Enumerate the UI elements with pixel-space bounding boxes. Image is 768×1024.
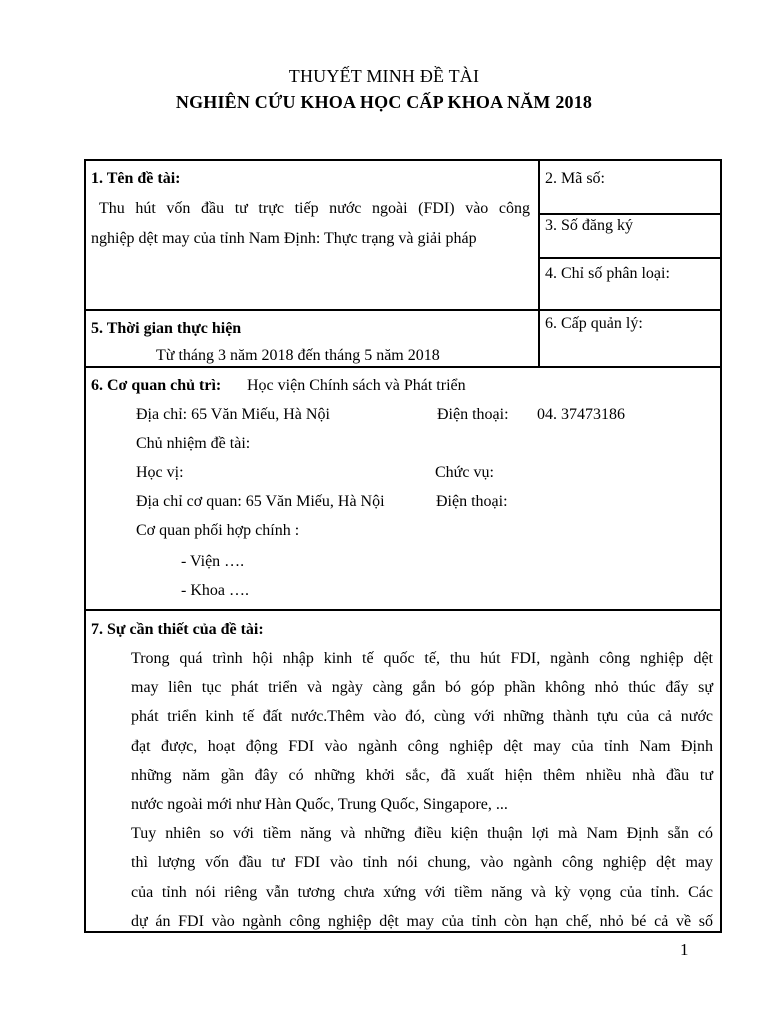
project-leader-label: Chủ nhiệm đề tài:	[136, 435, 251, 452]
section-6-heading: 6. Cơ quan chủ trì:	[91, 377, 222, 394]
academic-degree-label: Học vị:	[136, 464, 184, 481]
partner-faculty: - Khoa ….	[181, 582, 249, 599]
page-number: 1	[680, 940, 689, 959]
rationale-paragraph-2-line: của tỉnh nói riêng vẫn tương chưa xứng với tiềm năng và kỳ vọng của tỉnh. Các	[131, 884, 713, 901]
rationale-paragraph-1-line: những năm gần đây có những khởi sắc, đã xuất hiện thêm nhiều nhà đầu tư	[131, 767, 713, 784]
project-title-line-2: nghiệp dệt may của tỉnh Nam Định: Thực trạng và giải pháp	[91, 230, 477, 247]
rationale-paragraph-2-line: thì lượng vốn đầu tư FDI vào tỉnh nói chung, vào ngành công nghiệp dệt may	[131, 854, 713, 871]
section-7-heading: 7. Sự cần thiết của đề tài:	[91, 621, 264, 638]
table-border-right	[720, 159, 722, 933]
host-phone-label: Điện thoại:	[437, 406, 509, 423]
row-divider-3-4	[538, 257, 722, 259]
row-divider-5-6	[84, 366, 722, 368]
rationale-paragraph-1-line: đạt được, hoạt động FDI vào ngành công nghiệp dệt may của tỉnh Nam Định	[131, 738, 713, 755]
registration-number-label: 3. Số đăng ký	[545, 217, 633, 234]
proposal-form-table	[84, 159, 722, 933]
rationale-paragraph-2-line: Tuy nhiên so với tiềm năng và những điều kiện thuận lợi mà Nam Định sẵn có	[131, 825, 713, 842]
work-address: Địa chỉ cơ quan: 65 Văn Miếu, Hà Nội	[136, 493, 385, 510]
management-level-label: 6. Cấp quản lý:	[545, 315, 643, 332]
document-subtitle: NGHIÊN CỨU KHOA HỌC CẤP KHOA NĂM 2018	[175, 92, 593, 112]
rationale-paragraph-1-line: may liên tục phát triển và ngày càng gắn bó góp phần không nhỏ thúc đẩy sự	[131, 679, 713, 696]
job-title-label: Chức vụ:	[435, 464, 494, 481]
rationale-paragraph-1-line: Trong quá trình hội nhập kinh tế quốc tế, thu hút FDI, ngành công nghiệp dệt	[131, 650, 713, 667]
row-divider-2-3	[538, 213, 722, 215]
table-column-divider	[538, 159, 540, 366]
rationale-paragraph-1-line: phát triển kinh tế đất nước.Thêm vào đó, cùng với những thành tựu của cả nước	[131, 708, 713, 725]
host-organization-name: Học viện Chính sách và Phát triển	[247, 377, 466, 394]
row-divider-6-7	[84, 609, 722, 611]
implementation-period: Từ tháng 3 năm 2018 đến tháng 5 năm 2018	[156, 347, 440, 364]
project-title-line-1: Thu hút vốn đầu tư trực tiếp nước ngoài (FDI) vào công	[99, 200, 530, 217]
rationale-paragraph-2-line: dự án FDI vào ngành công nghiệp dệt may của tỉnh còn hạn chế, nhỏ bé cả về số	[131, 913, 713, 930]
section-5-heading: 5. Thời gian thực hiện	[91, 320, 242, 337]
work-phone-label: Điện thoại:	[436, 493, 508, 510]
rationale-paragraph-1-line: nước ngoài mới như Hàn Quốc, Trung Quốc, Singapore, ...	[131, 796, 508, 813]
project-code-label: 2. Mã số:	[545, 170, 605, 187]
section-1-heading: 1. Tên đề tài:	[91, 170, 181, 187]
table-border-left	[84, 159, 86, 933]
classification-index-label: 4. Chỉ số phân loại:	[545, 265, 670, 282]
row-divider-1-5	[84, 309, 722, 311]
document-title: THUYẾT MINH ĐỀ TÀI	[288, 66, 480, 86]
partner-organizations-label: Cơ quan phối hợp chính :	[136, 522, 300, 539]
partner-institute: - Viện ….	[181, 553, 245, 570]
host-phone-value: 04. 37473186	[537, 406, 625, 423]
table-border-bottom	[84, 931, 722, 933]
host-address: Địa chỉ: 65 Văn Miếu, Hà Nội	[136, 406, 330, 423]
table-border-top	[84, 159, 722, 161]
